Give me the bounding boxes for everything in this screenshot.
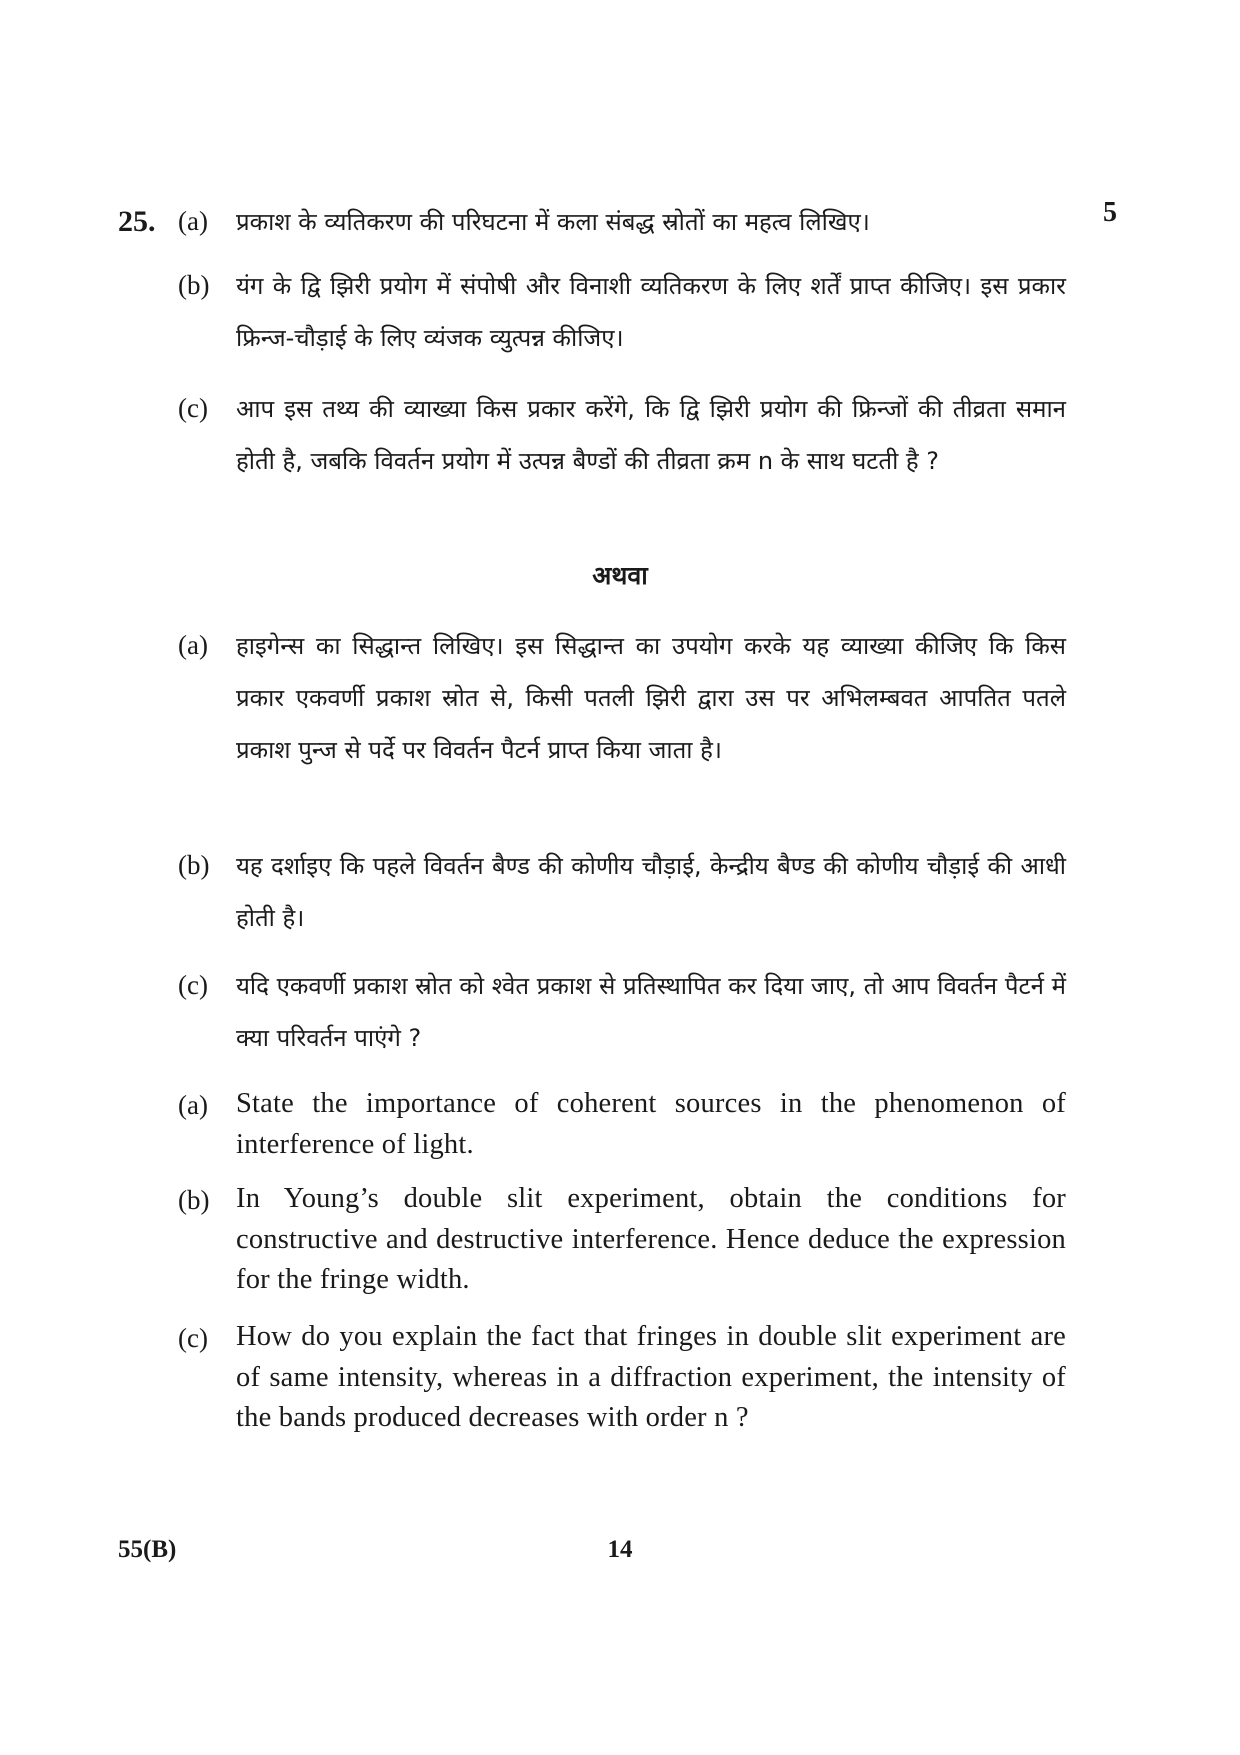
part-text: यदि एकवर्णी प्रकाश स्रोत को श्वेत प्रकाश से प्रतिस्थापित कर दिया जाए, तो आप विवर्तन पैटर्न में क्या परिवर्तन पाएंगे ? — [236, 972, 1066, 1052]
page-number: 14 — [607, 1536, 633, 1563]
part-label: (a) — [178, 630, 208, 660]
part-label: (c) — [178, 393, 208, 423]
question-number: 25. — [118, 205, 156, 238]
part-text: यंग के द्वि झिरी प्रयोग में संपोषी और विनाशी व्यतिकरण के लिए शर्तें प्राप्त कीजिए। इस प्रकार फ्रिन्ज-चौड़ाई के लिए व्यंजक व्युत्पन्न कीजिए। — [236, 272, 1066, 352]
part-label: (b) — [178, 850, 210, 880]
part-label: (a) — [178, 206, 208, 236]
part-label: (c) — [178, 1323, 208, 1353]
question-marks: 5 — [1103, 197, 1117, 228]
paper-code: 55(B) — [118, 1536, 177, 1563]
part-text: यह दर्शाइए कि पहले विवर्तन बैण्ड की कोणीय चौड़ाई, केन्द्रीय बैण्ड की कोणीय चौड़ाई की आधी होती है। — [236, 852, 1066, 932]
part-text: How do you explain the fact that fringes in double slit experiment are of same intensity, whereas in a diffraction experiment, the intensity of the bands produced decreases with order n ? — [236, 1321, 1066, 1433]
part-label: (a) — [178, 1090, 208, 1120]
part-text: प्रकाश के व्यतिकरण की परिघटना में कला संबद्ध स्रोतों का महत्व लिखिए। — [236, 208, 870, 236]
part-text: In Young’s double slit experiment, obtain the conditions for constructive and destructive interference. Hence deduce the expression for the fringe width. — [236, 1183, 1066, 1295]
part-text: हाइगेन्स का सिद्धान्त लिखिए। इस सिद्धान्त का उपयोग करके यह व्याख्या कीजिए कि किस प्रकार एकवर्णी प्रकाश स्रोत से, किसी पतली झिरी द्वारा उस पर अभिलम्बवत आपतित पतले प्रकाश पुन्ज से पर्दे पर विवर्तन पैटर्न प्राप्त किया जाता है। — [236, 632, 1066, 764]
part-text: आप इस तथ्य की व्याख्या किस प्रकार करेंगे, कि द्वि झिरी प्रयोग की फ्रिन्जों की तीव्रता समान होती है, जबकि विवर्तन प्रयोग में उत्पन्न बैण्डों की तीव्रता क्रम n के साथ घटती है ? — [236, 395, 1066, 475]
part-label: (c) — [178, 970, 208, 1000]
part-label: (b) — [178, 1185, 210, 1215]
or-separator: अथवा — [592, 561, 648, 590]
part-label: (b) — [178, 270, 210, 300]
part-text: State the importance of coherent sources in the phenomenon of interference of light. — [236, 1088, 1066, 1160]
